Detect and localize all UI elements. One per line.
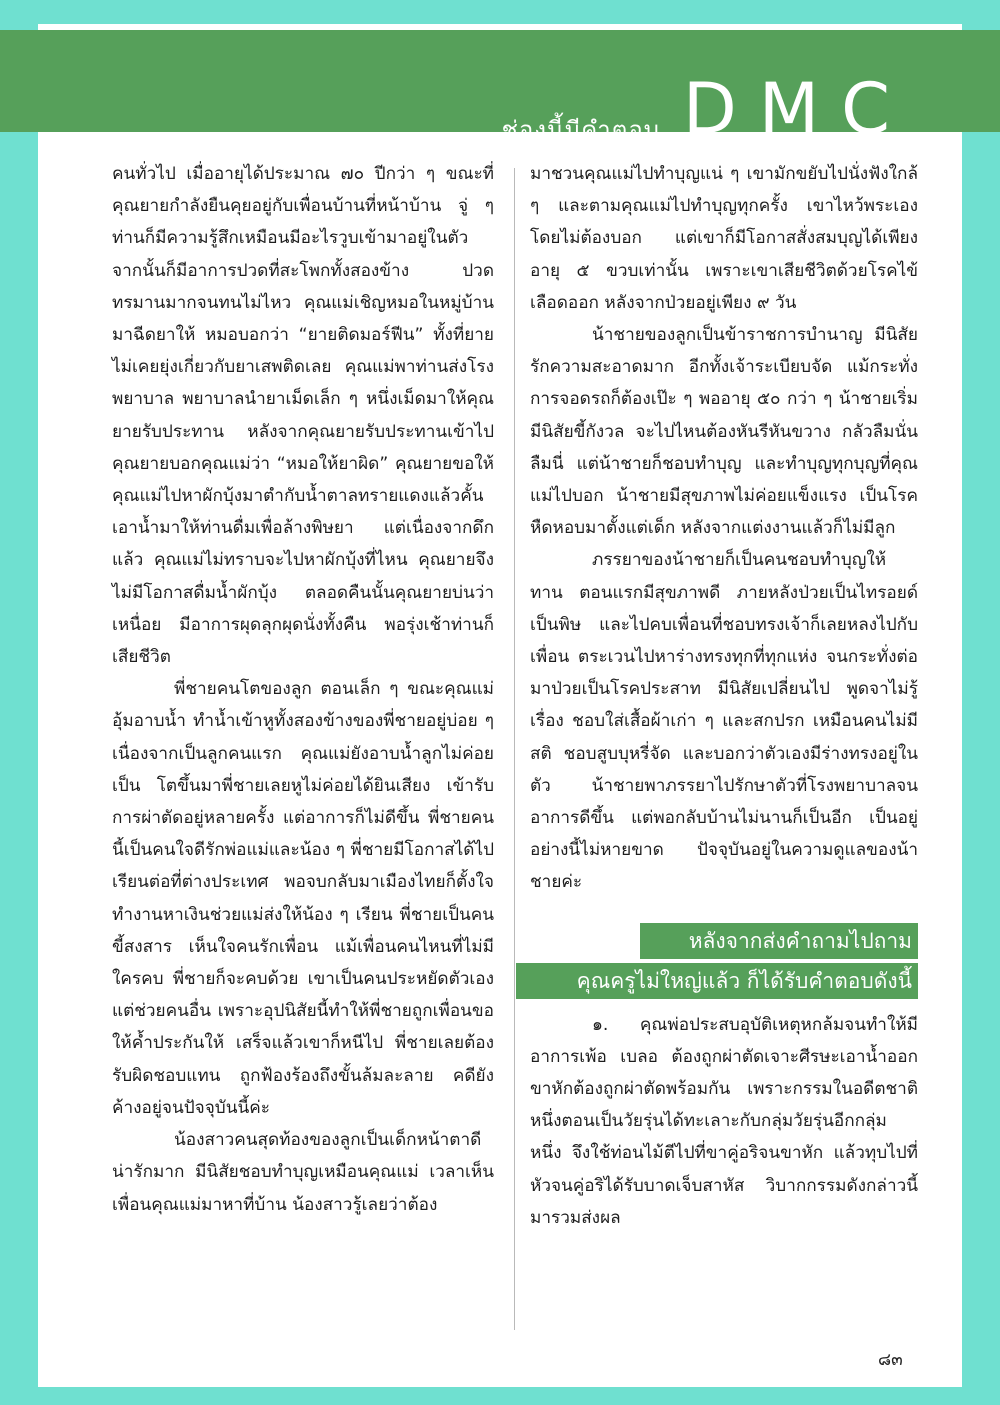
answer-heading-line-1: หลังจากส่งคำถามไปถาม	[640, 923, 918, 959]
header-subtitle: ช่องนี้มีคำตอบ	[501, 116, 660, 144]
right-paragraph-1: มาชวนคุณแม่ไปทำบุญแน่ ๆ เขามักขยับไปนั่งฟังใกล้ ๆ และตามคุณแม่ไปทำบุญทุกครั้ง เขาไหว้พระเองโดยไม่ต้องบอก แต่เขาก็มีโอกาสสั่งสมบุญได้เพียงอายุ ๕ ขวบเท่านั้น เพราะเขาเสียชีวิตด้วยโรคไข้เลือดออก หลังจากป่วยอยู่เพียง ๙ วัน	[530, 164, 918, 313]
left-column	[112, 158, 494, 1221]
answer-paragraph: ๑. คุณพ่อประสบอุบัติเหตุหกล้มจนทำให้มีอาการเพ้อ เบลอ ต้องถูกผ่าตัดเจาะศีรษะเอาน้ำออก ขาหักต้องถูกผ่าตัดพร้อมกัน เพราะกรรมในอดีตชาติหนึ่งตอนเป็นวัยรุ่นได้ทะเลาะกับกลุ่มวัยรุ่นอีกกลุ่มหนึ่ง จึงใช้ท่อนไม้ตีไปที่ขาคู่อริจนขาหัก แล้วทุบไปที่หัวจนคู่อริได้รับบาดเจ็บสาหัส วิบากกรรมดังกล่าวนี้มารวมส่งผล	[530, 1014, 918, 1228]
answer-heading-line-2: คุณครูไม่ใหญ่แล้ว ก็ได้รับคำตอบดังนี้	[516, 963, 918, 999]
right-column	[530, 158, 918, 1234]
left-paragraph-1: คนทั่วไป เมื่ออายุได้ประมาณ ๗๐ ปีกว่า ๆ ขณะที่คุณยายกำลังยืนคุยอยู่กับเพื่อนบ้านที่หน้าบ้าน จู่ ๆ ท่านก็มีความรู้สึกเหมือนมีอะไรวูบเข้ามาอยู่ในตัว จากนั้นก็มีอาการปวดที่สะโพกทั้งสองข้าง ปวดทรมานมากจนทนไม่ไหว คุณแม่เชิญหมอในหมู่บ้านมาฉีดยาให้ หมอบอกว่า “ยายติดมอร์ฟีน” ทั้งที่ยายไม่เคยยุ่งเกี่ยวกับยาเสพติดเลย คุณแม่พาท่านส่งโรงพยาบาล พยาบาลนำยาเม็ดเล็ก ๆ หนึ่งเม็ดมาให้คุณยายรับประทาน หลังจากคุณยายรับประทานเข้าไป คุณยายบอกคุณแม่ว่า “หมอให้ยาผิด” คุณยายขอให้คุณแม่ไปหาผักบุ้งมาตำกับน้ำตาลทรายแดงแล้วคั้นเอาน้ำมาให้ท่านดื่มเพื่อล้างพิษยา แต่เนื่องจากดึกแล้ว คุณแม่ไม่ทราบจะไปหาผักบุ้งที่ไหน คุณยายจึงไม่มีโอกาสดื่มน้ำผักบุ้ง ตลอดคืนนั้นคุณยายบ่นว่าเหนื่อย มีอาการผุดลุกผุดนั่งทั้งคืน พอรุ่งเช้าท่านก็เสียชีวิต	[112, 164, 494, 668]
header-title: DMC	[682, 68, 912, 150]
page-number: ๘๓	[878, 1350, 903, 1370]
left-paragraph-2: พี่ชายคนโตของลูก ตอนเล็ก ๆ ขณะคุณแม่อุ้มอาบน้ำ ทำน้ำเข้าหูทั้งสองข้างของพี่ชายอยู่บ่อย ๆ เนื่องจากเป็นลูกคนแรก คุณแม่ยังอาบน้ำลูกไม่ค่อยเป็น โตขึ้นมาพี่ชายเลยหูไม่ค่อยได้ยินเสียง เข้ารับการผ่าตัดอยู่หลายครั้ง แต่อาการก็ไม่ดีขึ้น พี่ชายคนนี้เป็นคนใจดีรักพ่อแม่และน้อง ๆ พี่ชายมีโอกาสได้ไปเรียนต่อที่ต่างประเทศ พอจบกลับมาเมืองไทยก็ตั้งใจทำงานหาเงินช่วยแม่ส่งให้น้อง ๆ เรียน พี่ชายเป็นคนขี้สงสาร เห็นใจคนรักเพื่อน แม้เพื่อนคนไหนที่ไม่มีใครคบ พี่ชายก็จะคบด้วย เขาเป็นคนประหยัดตัวเองแต่ช่วยคนอื่น เพราะอุปนิสัยนี้ทำให้พี่ชายถูกเพื่อนขอให้ค้ำประกันให้ เสร็จแล้วเขาก็หนีไป พี่ชายเลยต้องรับผิดชอบแทน ถูกฟ้องร้องถึงขั้นล้มละลาย คดียังค้างอยู่จนปัจจุบันนี้ค่ะ	[112, 679, 494, 1118]
left-paragraph-3: น้องสาวคนสุดท้องของลูกเป็นเด็กหน้าตาดี น่ารักมาก มีนิสัยชอบทำบุญเหมือนคุณแม่ เวลาเห็นเพื่อนคุณแม่มาหาที่บ้าน น้องสาวรู้เลยว่าต้อง	[112, 1130, 494, 1215]
answer-heading	[516, 923, 918, 999]
right-paragraph-3: ภรรยาของน้าชายก็เป็นคนชอบทำบุญให้ทาน ตอนแรกมีสุขภาพดี ภายหลังป่วยเป็นไทรอยด์เป็นพิษ และไปคบเพื่อนที่ชอบทรงเจ้าก็เลยหลงไปกับเพื่อน ตระเวนไปหาร่างทรงทุกที่ทุกแห่ง จนกระทั่งต่อมาป่วยเป็นโรคประสาท มีนิสัยเปลี่ยนไป พูดจาไม่รู้เรื่อง ชอบใส่เสื้อผ้าเก่า ๆ และสกปรก เหมือนคนไม่มีสติ ชอบสูบบุหรี่จัด และบอกว่าตัวเองมีร่างทรงอยู่ในตัว น้าชายพาภรรยาไปรักษาตัวที่โรงพยาบาลจนอาการดีขึ้น แต่พอกลับบ้านไม่นานก็เป็นอีก เป็นอยู่อย่างนี้ไม่หายขาด ปัจจุบันอยู่ในความดูแลของน้าชายค่ะ	[530, 550, 918, 893]
right-paragraph-2: น้าชายของลูกเป็นข้าราชการบำนาญ มีนิสัยรักความสะอาดมาก อีกทั้งเจ้าระเบียบจัด แม้กระทั่งการจอดรถก็ต้องเป๊ะ ๆ พออายุ ๕๐ กว่า ๆ น้าชายเริ่มมีนิสัยขี้กังวล จะไปไหนต้องหันรีหันขวาง กลัวลืมนั่นลืมนี่ แต่น้าชายก็ชอบทำบุญ และทำบุญทุกบุญที่คุณแม่ไปบอก น้าชายมีสุขภาพไม่ค่อยแข็งแรง เป็นโรคหืดหอบมาตั้งแต่เด็ก หลังจากแต่งงานแล้วก็ไม่มีลูก	[530, 325, 918, 539]
column-divider	[514, 168, 515, 1330]
header-band	[0, 30, 1000, 150]
